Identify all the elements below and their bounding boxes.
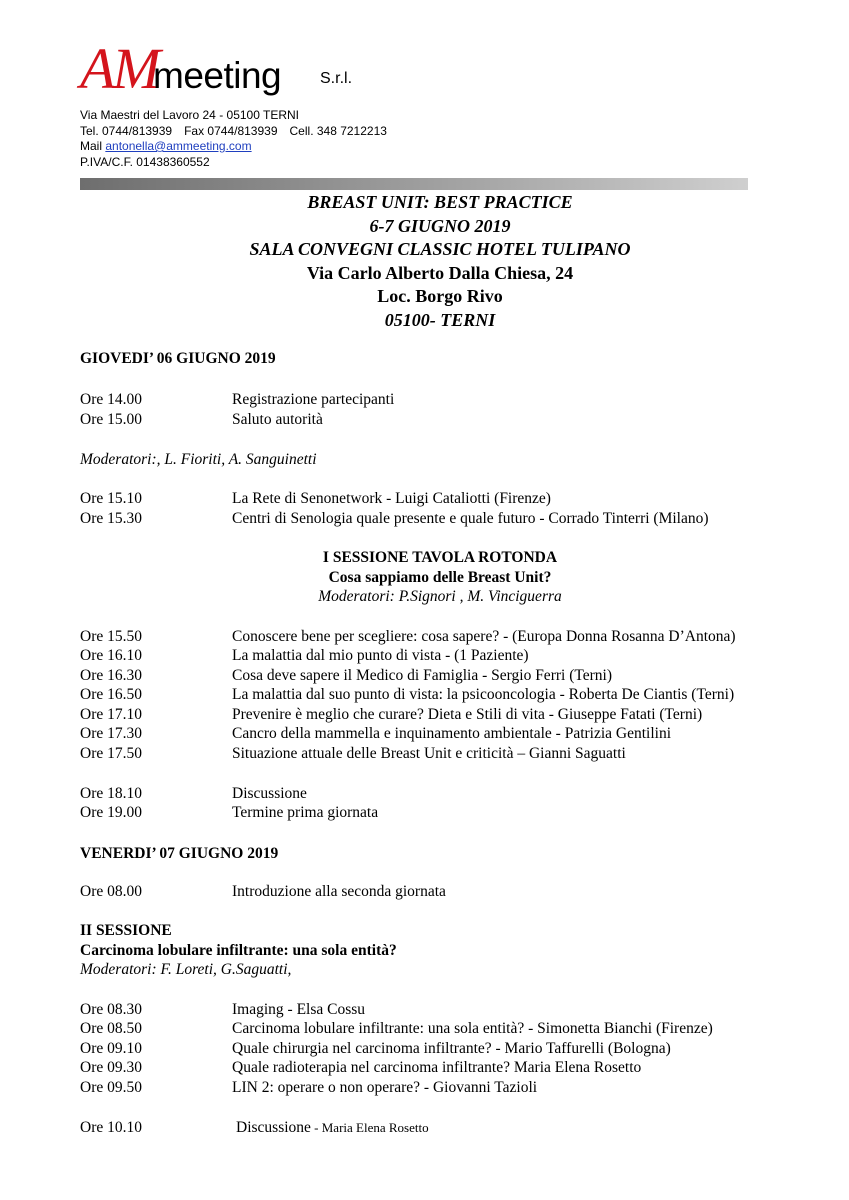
phone-line (80, 124, 387, 140)
row-desc: La malattia dal suo punto di vista: la psicooncologia - Roberta De Ciantis (Terni) (232, 686, 735, 703)
address: Via Maestri del Lavoro 24 - 05100 TERNI (80, 108, 300, 122)
row-desc: Termine prima giornata (232, 804, 379, 821)
row-desc: Quale radioterapia nel carcinoma infiltrante? Maria Elena Rosetto (232, 1059, 642, 1076)
row-time: Ore 15.50 (80, 628, 142, 645)
session2-title: II SESSIONE (80, 922, 172, 939)
event-city: 05100- TERNI (384, 309, 496, 330)
row-desc: Centri di Senologia quale presente e quale futuro - Corrado Tinterri (Milano) (232, 510, 709, 527)
row-time: Ore 17.10 (80, 706, 142, 723)
row-time: Ore 16.50 (80, 686, 142, 703)
event-locality: Loc. Borgo Rivo (377, 286, 503, 306)
session2-moderators: Moderatori: F. Loreti, G.Saguatti, (80, 961, 292, 978)
row-time: Ore 19.00 (80, 804, 142, 821)
header-divider-bar (80, 178, 748, 190)
row-time: Ore 10.10 (80, 1119, 142, 1136)
row-desc: Situazione attuale delle Breast Unit e criticità – Gianni Saguatti (232, 745, 626, 762)
vat-number: P.IVA/C.F. 01438360552 (80, 154, 210, 169)
logo-meeting: meeting (153, 55, 282, 96)
mail-link[interactable]: antonella@ammeeting.com (105, 139, 252, 153)
row-desc: Carcinoma lobulare infiltrante: una sola entità? - Simonetta Bianchi (Firenze) (232, 1020, 713, 1037)
row-time: Ore 08.50 (80, 1020, 142, 1037)
cell: Cell. 348 7212213 (289, 123, 387, 138)
row-time: Ore 14.00 (80, 391, 142, 408)
row-desc (236, 1118, 429, 1138)
logo-srl: S.r.l. (320, 70, 353, 87)
fax: Fax 0744/813939 (184, 123, 278, 138)
row-time: Ore 15.00 (80, 411, 142, 428)
row-time: Ore 15.30 (80, 510, 142, 527)
row-desc: Quale chirurgia nel carcinoma infiltrante? - Mario Taffurelli (Bologna) (232, 1040, 671, 1057)
row-desc: Registrazione partecipanti (232, 391, 395, 408)
row-time: Ore 16.10 (80, 647, 142, 664)
day2-heading: VENERDI’ 07 GIUGNO 2019 (80, 845, 279, 862)
event-dates: 6-7 GIUGNO 2019 (369, 215, 511, 236)
event-venue: SALA CONVEGNI CLASSIC HOTEL TULIPANO (249, 239, 631, 259)
mail-line (80, 139, 387, 155)
row-desc: La Rete di Senonetwork - Luigi Cataliotti (Firenze) (232, 490, 551, 507)
session2-subtitle: Carcinoma lobulare infiltrante: una sola entità? (80, 942, 397, 959)
row-time: Ore 15.10 (80, 490, 142, 507)
row-desc: La malattia dal mio punto di vista - (1 Paziente) (232, 647, 529, 664)
row-time: Ore 16.30 (80, 667, 142, 684)
session1-subtitle: Cosa sappiamo delle Breast Unit? (328, 569, 552, 586)
event-title-block (0, 191, 849, 332)
row-time: Ore 09.50 (80, 1079, 142, 1096)
row-time: Ore 09.30 (80, 1059, 142, 1076)
row-desc: Discussione (232, 785, 307, 802)
row-time: Ore 17.30 (80, 725, 142, 742)
row-desc: Prevenire è meglio che curare? Dieta e Stili di vita - Giuseppe Fatati (Terni) (232, 706, 703, 723)
moderators: Moderatori:, L. Fioriti, A. Sanguinetti (80, 451, 317, 468)
session1-title: I SESSIONE TAVOLA ROTONDA (322, 549, 558, 566)
row-desc: Cosa deve sapere il Medico di Famiglia - Sergio Ferri (Terni) (232, 667, 612, 684)
row-time: Ore 18.10 (80, 785, 142, 802)
event-title: BREAST UNIT: BEST PRACTICE (307, 192, 573, 212)
event-street: Via Carlo Alberto Dalla Chiesa, 24 (306, 262, 574, 283)
session1-moderators: Moderatori: P.Signori , M. Vinciguerra (318, 588, 562, 605)
mail-label: Mail (80, 139, 106, 153)
row-time: Ore 09.10 (80, 1040, 142, 1057)
row-desc: Saluto autorità (232, 411, 323, 428)
row-desc: Conoscere bene per scegliere: cosa sapere? - (Europa Donna Rosanna D’Antona) (232, 628, 736, 645)
row-desc: Cancro della mammella e inquinamento ambientale - Patrizia Gentilini (232, 725, 672, 742)
row-desc-main: Discussione (236, 1119, 311, 1136)
row-desc-speaker: - Maria Elena Rosetto (310, 1120, 429, 1135)
row-desc: Imaging - Elsa Cossu (232, 1001, 366, 1018)
row-time: Ore 17.50 (80, 745, 142, 762)
contact-block (80, 108, 387, 170)
row-time: Ore 08.00 (80, 883, 142, 900)
row-time: Ore 08.30 (80, 1001, 142, 1018)
row-desc: LIN 2: operare o non operare? - Giovanni Tazioli (232, 1079, 538, 1096)
logo-am: AM (80, 36, 158, 101)
day1-heading: GIOVEDI’ 06 GIUGNO 2019 (80, 350, 276, 367)
row-desc: Introduzione alla seconda giornata (232, 883, 446, 900)
tel: Tel. 0744/813939 (80, 123, 173, 138)
